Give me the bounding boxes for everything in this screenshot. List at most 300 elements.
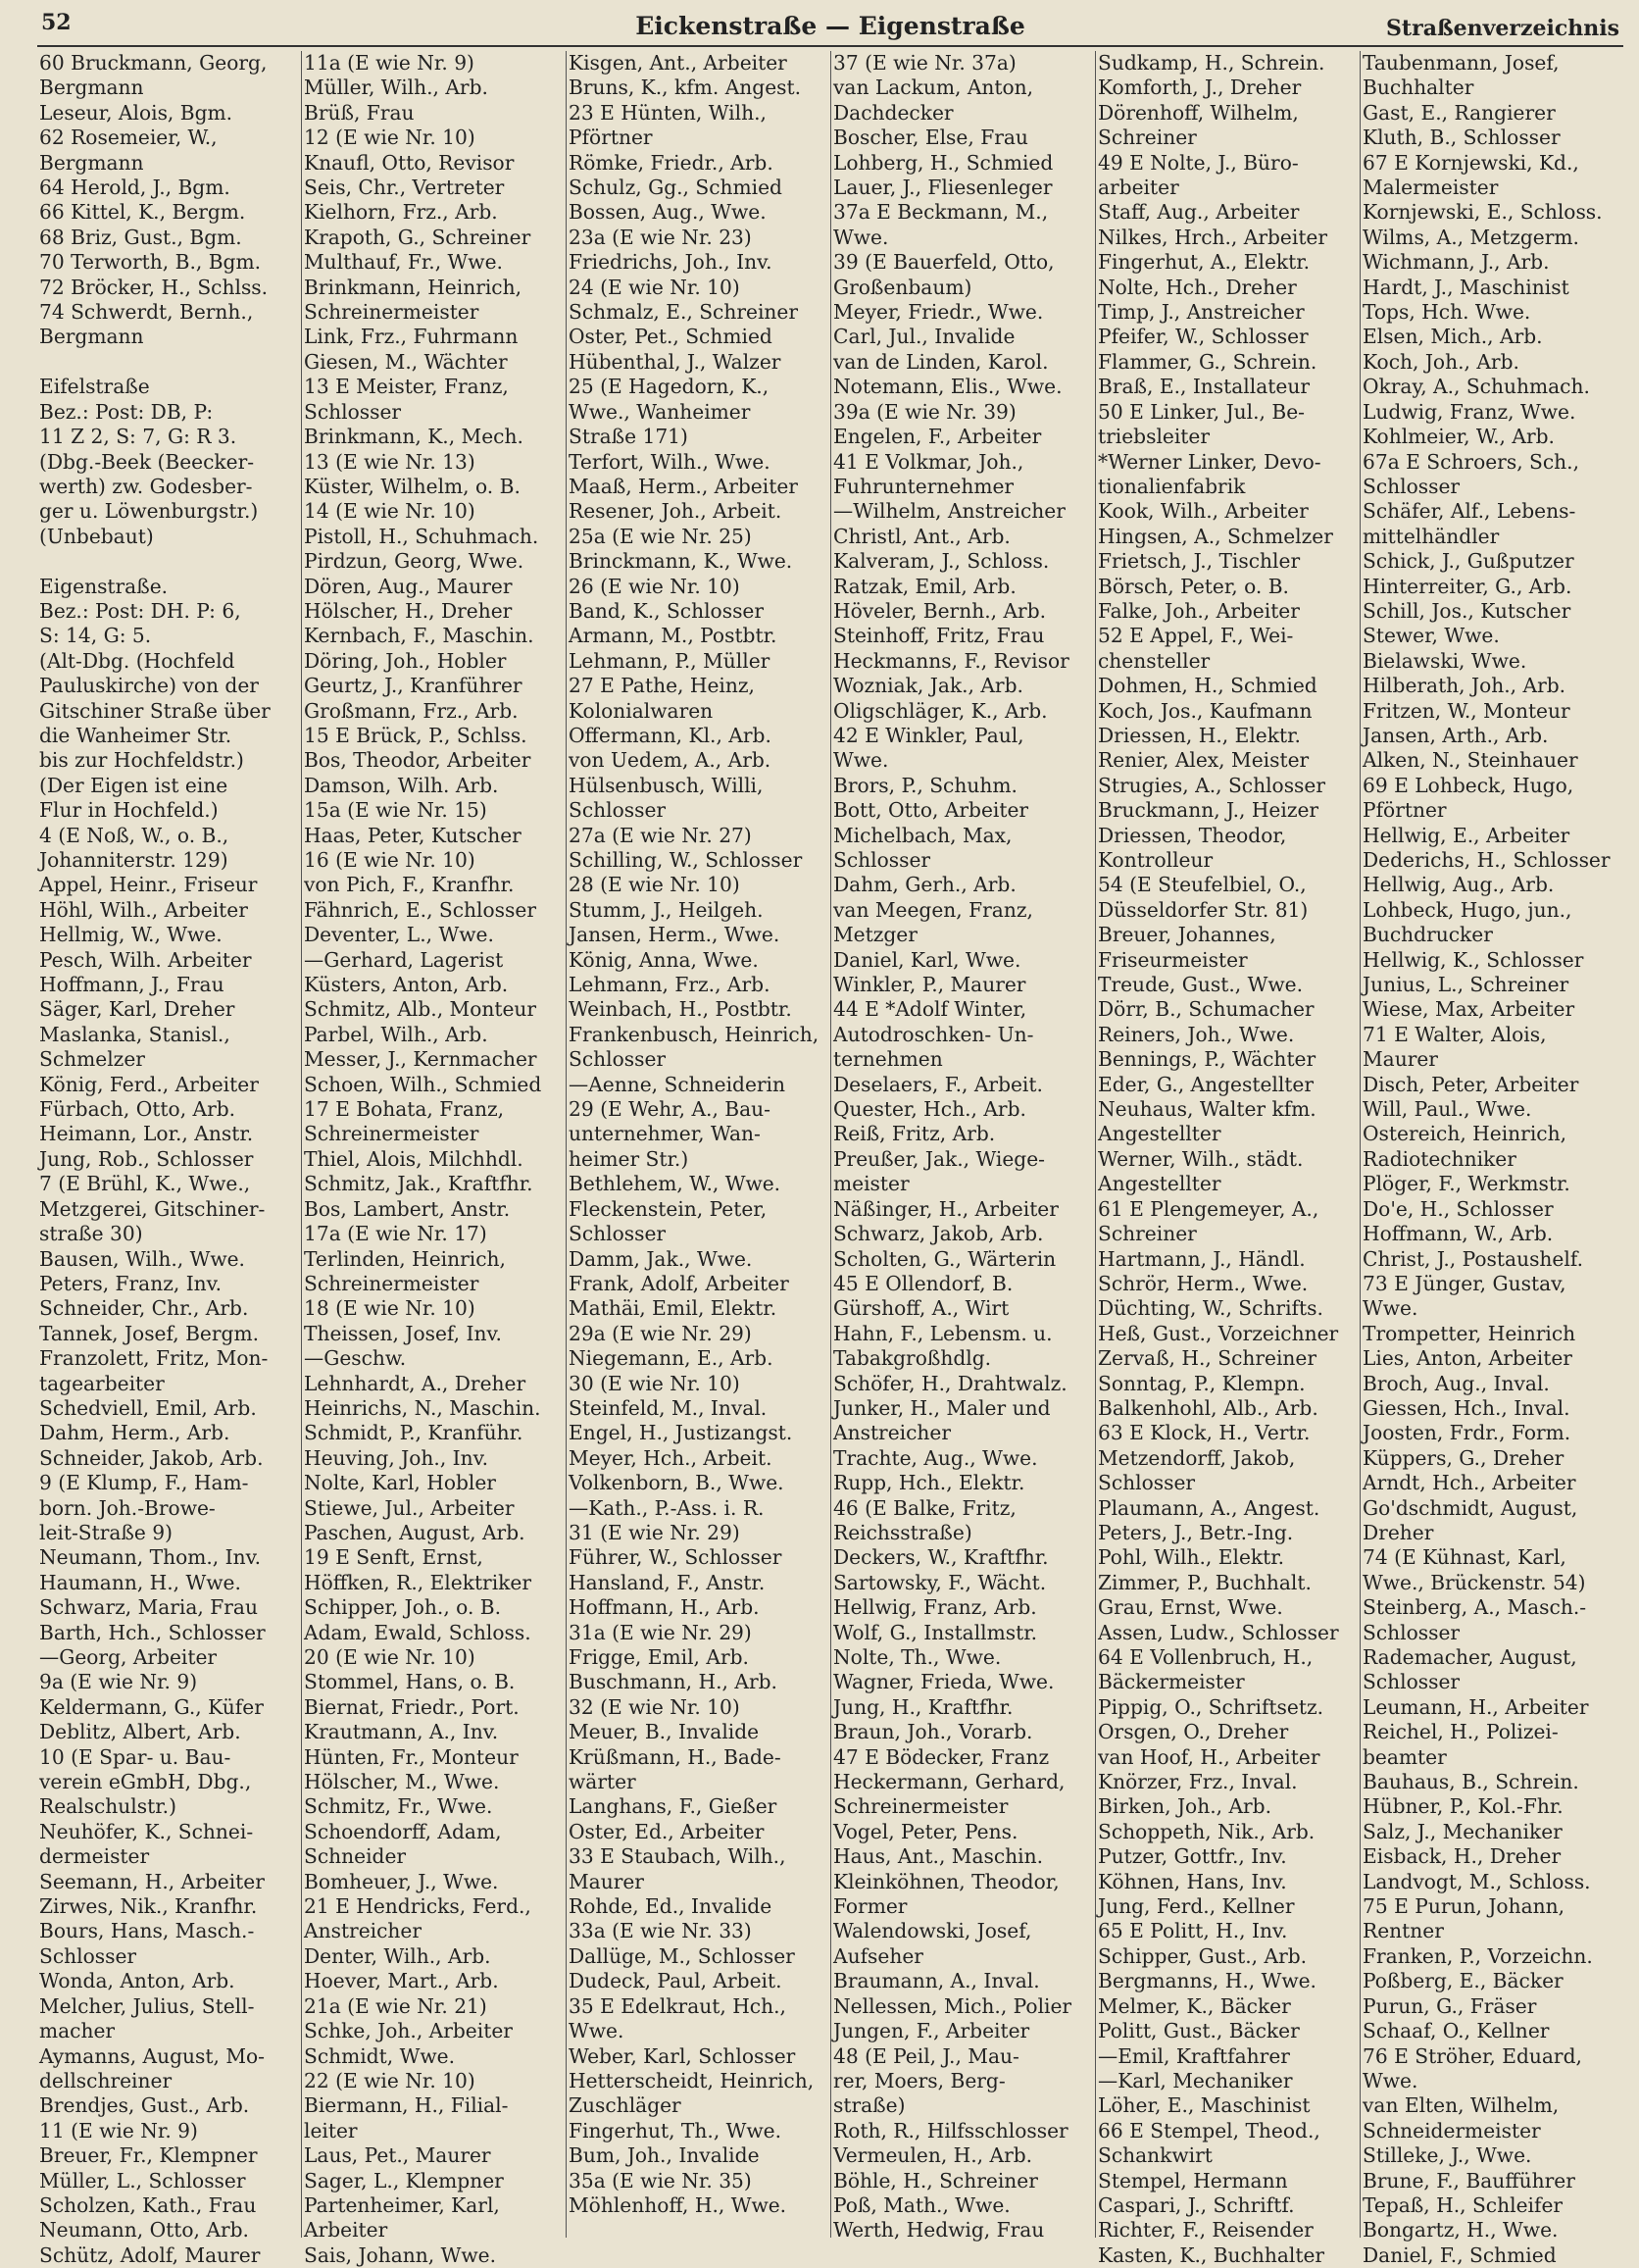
directory-line: 72 Bröcker, H., Schlss. — [39, 275, 269, 299]
directory-line: Plaumann, A., Angest. — [1098, 1495, 1320, 1520]
directory-line: rer, Moers, Berg- — [833, 2068, 1006, 2092]
directory-line: verein eGmbH, Dbg., — [39, 1770, 252, 1794]
directory-line: Brinkmann, Heinrich, — [304, 275, 522, 299]
directory-line: Lohberg, H., Schmied — [833, 150, 1054, 175]
directory-line: Schilling, W., Schlosser — [569, 848, 803, 872]
directory-line: Politt, Gust., Bäcker — [1098, 2019, 1300, 2043]
directory-line: 35 E Edelkraut, Hch., — [569, 1993, 786, 2018]
directory-line: Fürbach, Otto, Arb. — [39, 1097, 236, 1122]
directory-line: Schneidermeister — [1363, 2118, 1541, 2142]
directory-line: 49 E Nolte, J., Büro- — [1098, 150, 1299, 175]
directory-line: Oster, Ed., Arbeiter — [569, 1819, 765, 1843]
directory-line: Anstreicher — [304, 1919, 422, 1943]
directory-line: Bergmann — [39, 76, 144, 100]
directory-line: Trachte, Aug., Wwe. — [833, 1445, 1038, 1470]
directory-line: Arbeiter — [304, 2218, 388, 2243]
directory-line: bis zur Hochfeldstr.) — [39, 748, 244, 773]
directory-line: Franzolett, Fritz, Mon- — [39, 1346, 269, 1371]
directory-line: Plöger, F., Werkmstr. — [1363, 1172, 1570, 1196]
directory-line: Scholten, G., Wärterin — [833, 1246, 1057, 1271]
directory-line: Angestellter — [1098, 1172, 1221, 1196]
directory-line: 16 (E wie Nr. 10) — [304, 848, 475, 872]
directory-line: meister — [833, 1172, 910, 1196]
directory-line: Engelen, F., Arbeiter — [833, 425, 1042, 449]
directory-line: Gitschiner Straße über — [39, 698, 271, 723]
directory-line: Fingerhut, Th., Wwe. — [569, 2118, 782, 2142]
directory-line: Jansen, Arth., Arb. — [1363, 723, 1549, 747]
directory-line: Steinfeld, M., Inval. — [569, 1395, 768, 1420]
directory-line: Zimmer, P., Buchhalt. — [1098, 1570, 1312, 1594]
directory-line: die Wanheimer Str. — [39, 723, 232, 747]
directory-line: Sager, L., Klempner — [304, 2168, 504, 2192]
directory-line: (Unbebaut) — [39, 524, 154, 548]
directory-line: 17 E Bohata, Franz, — [304, 1097, 505, 1122]
directory-line: Köhnen, Hans, Inv. — [1098, 1869, 1287, 1893]
directory-line: Offermann, Kl., Arb. — [569, 723, 771, 747]
directory-line: Brüß, Frau — [304, 100, 415, 125]
directory-line: Hellmig, W., Wwe. — [39, 923, 223, 947]
directory-line: van Meegen, Franz, — [833, 897, 1033, 922]
directory-line: Schlosser — [1363, 474, 1461, 498]
directory-line: 65 E Politt, H., Inv. — [1098, 1919, 1288, 1943]
directory-line: Kasten, K., Buchhalter — [1098, 2243, 1325, 2267]
directory-line: Wwe., Wanheimer — [569, 399, 751, 424]
directory-line: Langhans, F., Gießer — [569, 1794, 777, 1819]
directory-line: Braun, Joh., Vorarb. — [833, 1720, 1033, 1744]
directory-line: Krüßmann, H., Bade- — [569, 1744, 781, 1769]
directory-line: Lehmann, P., Müller — [569, 648, 770, 673]
directory-line: Schoppeth, Nik., Arb. — [1098, 1819, 1316, 1843]
directory-line: 21a (E wie Nr. 21) — [304, 1993, 487, 2018]
directory-line: 17a (E wie Nr. 17) — [304, 1222, 487, 1246]
directory-line: Lehmann, Frz., Arb. — [569, 973, 770, 997]
directory-line: dellschreiner — [39, 2068, 173, 2092]
directory-line: 68 Briz, Gust., Bgm. — [39, 225, 242, 249]
directory-line: Renier, Alex, Meister — [1098, 748, 1310, 773]
directory-line: Haumann, H., Wwe. — [39, 1570, 241, 1594]
directory-line: 9a (E wie Nr. 9) — [39, 1670, 198, 1694]
directory-line: Hölscher, M., Wwe. — [304, 1770, 500, 1794]
directory-line: beamter — [1363, 1744, 1447, 1769]
directory-line: Müller, L., Schlosser — [39, 2168, 246, 2192]
directory-line: 66 Kittel, K., Bergm. — [39, 200, 246, 225]
directory-line: Elsen, Mich., Arb. — [1363, 325, 1543, 349]
directory-line: 54 (E Steufelbiel, O., — [1098, 873, 1307, 897]
directory-line: Müller, Wilh., Arb. — [304, 76, 488, 100]
directory-line: Fähnrich, E., Schlosser — [304, 897, 536, 922]
section-title: Straßenverzeichnis — [1386, 16, 1619, 41]
directory-line: 41 E Volkmar, Joh., — [833, 449, 1024, 474]
directory-line: Börsch, Peter, o. B. — [1098, 574, 1289, 598]
directory-line: 31a (E wie Nr. 29) — [569, 1620, 752, 1644]
directory-line: 75 E Purun, Johann, — [1363, 1894, 1565, 1919]
directory-line: Weber, Karl, Schlosser — [569, 2043, 796, 2068]
directory-line: Neumann, Thom., Inv. — [39, 1545, 262, 1570]
directory-line: Jung, Rob., Schlosser — [39, 1146, 254, 1171]
directory-line: Breuer, Fr., Klempner — [39, 2143, 258, 2168]
directory-line: Oster, Pet., Schmied — [569, 325, 772, 349]
directory-line: Hölscher, H., Dreher — [304, 598, 513, 623]
directory-line: 29a (E wie Nr. 29) — [569, 1321, 752, 1345]
directory-line: Wilms, A., Metzgerm. — [1363, 225, 1579, 249]
directory-line: Kook, Wilh., Arbeiter — [1098, 499, 1309, 524]
directory-line: Gast, E., Rangierer — [1363, 100, 1556, 125]
directory-line: Lies, Anton, Arbeiter — [1363, 1346, 1572, 1371]
directory-line: Radiotechniker — [1363, 1146, 1516, 1171]
directory-line: Brune, F., Baufführer — [1363, 2168, 1575, 2192]
directory-line: Brinckmann, K., Wwe. — [569, 549, 793, 574]
directory-line: —Emil, Kraftfahrer — [1098, 2043, 1290, 2068]
directory-line: Treude, Gust., Wwe. — [1098, 973, 1304, 997]
directory-line: Küsters, Anton, Arb. — [304, 973, 509, 997]
directory-line: Höhl, Wilh., Arbeiter — [39, 897, 248, 922]
directory-line: 11 Z 2, S: 7, G: R 3. — [39, 425, 237, 449]
directory-line: Timp, J., Anstreicher — [1098, 300, 1305, 325]
directory-line: van de Linden, Karol. — [833, 349, 1049, 374]
directory-line: Sonntag, P., Klempn. — [1098, 1371, 1306, 1395]
directory-line: Schreiner — [1098, 1222, 1197, 1246]
directory-line: Schmitz, Alb., Monteur — [304, 997, 537, 1022]
directory-line: Seemann, H., Arbeiter — [39, 1869, 265, 1893]
directory-line: Strugies, A., Schlosser — [1098, 773, 1326, 797]
directory-line: Schedviell, Emil, Arb. — [39, 1395, 257, 1420]
directory-line: Niegemann, E., Arb. — [569, 1346, 773, 1371]
directory-line: Neuhaus, Walter kfm. — [1098, 1097, 1316, 1122]
directory-line: Purun, G., Fräser — [1363, 1993, 1537, 2018]
page-header — [41, 6, 1619, 49]
directory-line: —Gerhard, Lagerist — [304, 947, 504, 972]
directory-line: Eisback, H., Dreher — [1363, 1844, 1562, 1869]
directory-line: 35a (E wie Nr. 35) — [569, 2168, 752, 2192]
directory-line: —Karl, Mechaniker — [1098, 2068, 1293, 2092]
directory-line: 52 E Appel, F., Wei- — [1098, 624, 1294, 648]
directory-line: Böhle, H., Schreiner — [833, 2168, 1038, 2192]
directory-line: Junius, L., Schreiner — [1363, 973, 1569, 997]
directory-line: Schwarz, Jakob, Arb. — [833, 1222, 1044, 1246]
page-number: 52 — [41, 10, 72, 35]
directory-line: Schick, J., Gußputzer — [1363, 549, 1574, 574]
directory-line: Dachdecker — [833, 100, 954, 125]
directory-line: Schipper, Joh., o. B. — [304, 1595, 502, 1620]
directory-line: 31 (E wie Nr. 29) — [569, 1520, 740, 1544]
directory-line: Kalveram, J., Schloss. — [833, 549, 1050, 574]
directory-line: Großenbaum) — [833, 275, 972, 299]
column-3 — [567, 51, 831, 2238]
directory-line: Reichel, H., Polizei- — [1363, 1720, 1559, 1744]
directory-line: Leseur, Alois, Bgm. — [39, 100, 233, 125]
directory-line: Schütz, Adolf, Maurer — [39, 2243, 261, 2267]
directory-line: Vermeulen, H., Arb. — [833, 2143, 1033, 2168]
directory-line: 4 (E Noß, W., o. B., — [39, 823, 229, 847]
directory-line: Schoen, Wilh., Schmied — [304, 1072, 542, 1096]
directory-line: Oligschläger, K., Arb. — [833, 698, 1048, 723]
directory-line: Krapoth, G., Schreiner — [304, 225, 531, 249]
directory-line: Straße 171) — [569, 425, 688, 449]
directory-line: Taubenmann, Josef, — [1363, 51, 1560, 75]
directory-line: Wwe. — [833, 748, 889, 773]
directory-line: Preußer, Jak., Wiege- — [833, 1146, 1045, 1171]
directory-line: Koch, Joh., Arb. — [1363, 349, 1519, 374]
directory-line: Bez.: Post: DB, P: — [39, 399, 214, 424]
directory-line: 46 (E Balke, Fritz, — [833, 1495, 1017, 1520]
directory-line: 7 (E Brühl, K., Wwe., — [39, 1172, 251, 1196]
directory-line: Band, K., Schlosser — [569, 598, 765, 623]
directory-line: 64 Herold, J., Bgm. — [39, 176, 230, 200]
directory-line: Schmalz, E., Schreiner — [569, 300, 799, 325]
directory-line: Fingerhut, A., Elektr. — [1098, 250, 1311, 275]
directory-line: Tops, Hch. Wwe. — [1363, 300, 1531, 325]
directory-line: S: 14, G: 5. — [39, 624, 152, 648]
directory-line: Rupp, Hch., Elektr. — [833, 1471, 1025, 1495]
directory-line: Schreinermeister — [304, 300, 479, 325]
directory-line: Ostereich, Heinrich, — [1363, 1122, 1567, 1146]
directory-line: 10 (E Spar- u. Bau- — [39, 1744, 231, 1769]
directory-line: Schankwirt — [1098, 2143, 1213, 2168]
directory-line: Damm, Jak., Wwe. — [569, 1246, 753, 1271]
directory-line: ternehmen — [833, 1047, 943, 1072]
directory-line: Schulz, Gg., Schmied — [569, 176, 782, 200]
directory-line: Poß, Math., Wwe. — [833, 2192, 1011, 2217]
directory-line: Bäckermeister — [1098, 1670, 1245, 1694]
directory-line: Deckers, W., Kraftfhr. — [833, 1545, 1049, 1570]
directory-line: 12 (E wie Nr. 10) — [304, 126, 475, 150]
directory-line: Hartmann, J., Händl. — [1098, 1246, 1306, 1271]
directory-line: 37 (E wie Nr. 37a) — [833, 51, 1017, 75]
directory-line: Thiel, Alois, Milchhdl. — [304, 1146, 523, 1171]
directory-line: 69 E Lohbeck, Hugo, — [1363, 773, 1574, 797]
directory-line: 13 (E wie Nr. 13) — [304, 449, 475, 474]
directory-line: Deblitz, Albert, Arb. — [39, 1720, 241, 1744]
directory-line: leiter — [304, 2118, 358, 2142]
directory-line: —Wilhelm, Anstreicher — [833, 499, 1066, 524]
directory-line: Bongartz, H., Wwe. — [1363, 2218, 1559, 2243]
directory-line: Lehnhardt, A., Dreher — [304, 1371, 526, 1395]
column-1 — [37, 51, 302, 2267]
directory-line: Do'e, H., Schlosser — [1363, 1196, 1554, 1221]
directory-line: Rademacher, August, — [1363, 1645, 1577, 1669]
directory-line: 14 (E wie Nr. 10) — [304, 499, 475, 524]
directory-line: Keldermann, G., Küfer — [39, 1694, 264, 1719]
directory-line: Schlosser — [1363, 1620, 1461, 1644]
directory-line: Ludwig, Franz, Wwe. — [1363, 399, 1576, 424]
directory-line: Flammer, G., Schrein. — [1098, 349, 1317, 374]
directory-line: Bennings, P., Wächter — [1098, 1047, 1316, 1072]
directory-line: Broch, Aug., Inval. — [1363, 1371, 1550, 1395]
directory-line: Schlosser — [1098, 1471, 1196, 1495]
directory-line: Dörenhoff, Wilhelm, — [1098, 100, 1299, 125]
directory-line: Laus, Pet., Maurer — [304, 2143, 491, 2168]
directory-line: Daniel, F., Schmied — [1363, 2243, 1557, 2267]
directory-line: Carl, Jul., Invalide — [833, 325, 1016, 349]
directory-line: Malermeister — [1363, 176, 1499, 200]
directory-line: Bergmann — [39, 150, 144, 175]
directory-line: Frankenbusch, Heinrich, — [569, 1022, 820, 1046]
directory-line: Schreinermeister — [833, 1794, 1009, 1819]
directory-line: Heinrichs, N., Maschin. — [304, 1395, 541, 1420]
directory-line: Nolte, Th., Wwe. — [833, 1645, 1002, 1669]
directory-line: Schöfer, H., Drahtwalz. — [833, 1371, 1068, 1395]
directory-line: Schill, Jos., Kutscher — [1363, 598, 1571, 623]
directory-line: Dörr, B., Schumacher — [1098, 997, 1315, 1022]
directory-line: Boscher, Else, Frau — [833, 126, 1028, 150]
directory-line: Lauer, J., Fliesenleger — [833, 176, 1053, 200]
directory-line: Adam, Ewald, Schloss. — [304, 1620, 531, 1644]
directory-line: Pippig, O., Schriftsetz. — [1098, 1694, 1324, 1719]
directory-line: Bergmanns, H., Wwe. — [1098, 1969, 1316, 1993]
directory-line: Frietsch, J., Tischler — [1098, 549, 1301, 574]
directory-line: Giesen, M., Wächter — [304, 349, 508, 374]
directory-line: 66 E Stempel, Theod., — [1098, 2118, 1320, 2142]
directory-line: 21 E Hendricks, Ferd., — [304, 1894, 531, 1919]
directory-line: Maaß, Herm., Arbeiter — [569, 474, 798, 498]
directory-line: 23 E Hünten, Wilh., — [569, 100, 767, 125]
directory-line: Pförtner — [1363, 798, 1447, 823]
directory-line: Parbel, Wilh., Arb. — [304, 1022, 488, 1046]
directory-line: Orsgen, O., Dreher — [1098, 1720, 1289, 1744]
directory-line: Winkler, P., Maurer — [833, 973, 1026, 997]
directory-line: Haas, Peter, Kutscher — [304, 823, 522, 847]
directory-line: heimer Str.) — [569, 1146, 689, 1171]
directory-line: Schmitz, Fr., Wwe. — [304, 1794, 493, 1819]
directory-line: Schaaf, O., Kellner — [1363, 2019, 1550, 2043]
directory-line: Schlosser — [569, 798, 667, 823]
directory-line: Christ, J., Postaushelf. — [1363, 1246, 1583, 1271]
directory-line: Frank, Adolf, Arbeiter — [569, 1271, 789, 1295]
directory-line: Realschulstr.) — [39, 1794, 176, 1819]
directory-line: Dohmen, H., Schmied — [1098, 674, 1317, 698]
directory-line: Walendowski, Josef, — [833, 1919, 1032, 1943]
directory-line: 44 E *Adolf Winter, — [833, 997, 1027, 1022]
directory-line: Fleckenstein, Peter, — [569, 1196, 768, 1221]
directory-line: Arndt, Hch., Arbeiter — [1363, 1471, 1576, 1495]
directory-line: Reiners, Joh., Wwe. — [1098, 1022, 1295, 1046]
directory-line: Reichsstraße) — [833, 1520, 972, 1544]
directory-line: 39 (E Bauerfeld, Otto, — [833, 250, 1055, 275]
directory-line: Döring, Joh., Hobler — [304, 648, 507, 673]
directory-line: Bielawski, Wwe. — [1363, 648, 1527, 673]
directory-line: Heß, Gust., Vorzeichner — [1098, 1321, 1339, 1345]
directory-line: dermeister — [39, 1844, 150, 1869]
directory-line: Kisgen, Ant., Arbeiter — [569, 51, 787, 75]
directory-line: 50 E Linker, Jul., Be- — [1098, 399, 1305, 424]
directory-line: wärter — [569, 1770, 636, 1794]
directory-line: Schrör, Herm., Wwe. — [1098, 1271, 1309, 1295]
directory-line: Hardt, J., Maschinist — [1363, 275, 1569, 299]
directory-line: Armann, M., Postbtr. — [569, 624, 777, 648]
directory-line: tionalienfabrik — [1098, 474, 1246, 498]
directory-line: 61 E Plengemeyer, A., — [1098, 1196, 1319, 1221]
directory-line: Staff, Aug., Arbeiter — [1098, 200, 1300, 225]
directory-line: 47 E Bödecker, Franz — [833, 1744, 1050, 1769]
directory-line: Kleinköhnen, Theodor, — [833, 1869, 1060, 1893]
directory-line: Hellwig, K., Schlosser — [1363, 947, 1584, 972]
directory-line: Dudeck, Paul, Arbeit. — [569, 1969, 782, 1993]
directory-line: Meuer, B., Invalide — [569, 1720, 760, 1744]
directory-line: Engel, H., Justizangst. — [569, 1421, 793, 1445]
directory-line: Wwe. — [569, 2019, 624, 2043]
directory-line: Wozniak, Jak., Arb. — [833, 674, 1023, 698]
directory-line: Säger, Karl, Dreher — [39, 997, 235, 1022]
directory-line: Wiese, Max, Arbeiter — [1363, 997, 1575, 1022]
directory-line: Link, Frz., Fuhrmann — [304, 325, 519, 349]
directory-line: Appel, Heinr., Friseur — [39, 873, 258, 897]
directory-line: Richter, F., Reisender — [1098, 2218, 1314, 2243]
directory-line: Peters, Franz, Inv. — [39, 1271, 223, 1295]
directory-line: Former — [833, 1894, 908, 1919]
directory-line: Stumm, J., Heilgeh. — [569, 897, 764, 922]
directory-line: Dahm, Herm., Arb. — [39, 1421, 230, 1445]
directory-line: Brendjes, Gust., Arb. — [39, 2093, 250, 2118]
directory-line: 13 E Meister, Franz, — [304, 375, 509, 399]
directory-line: 73 E Jünger, Gustav, — [1363, 1271, 1566, 1295]
directory-line: Falke, Joh., Arbeiter — [1098, 598, 1300, 623]
directory-line: (Der Eigen ist eine — [39, 773, 228, 797]
directory-line: 26 (E wie Nr. 10) — [569, 574, 740, 598]
directory-line: Jungen, F., Arbeiter — [833, 2019, 1030, 2043]
directory-line: Notemann, Elis., Wwe. — [833, 375, 1063, 399]
directory-line: König, Ferd., Arbeiter — [39, 1072, 259, 1096]
directory-line: Schlosser — [569, 1047, 667, 1072]
directory-line: Peters, J., Betr.-Ing. — [1098, 1520, 1294, 1544]
directory-line: —Kath., P.-Ass. i. R. — [569, 1495, 765, 1520]
directory-line: straße 30) — [39, 1222, 143, 1246]
directory-line: Hellwig, Franz, Arb. — [833, 1595, 1037, 1620]
directory-line: Braumann, A., Inval. — [833, 1969, 1040, 1993]
directory-line: 37a E Beckmann, M., — [833, 200, 1049, 225]
directory-line: Breuer, Johannes, — [1098, 923, 1276, 947]
directory-line: Hinterreiter, G., Arb. — [1363, 574, 1572, 598]
directory-line: van Hoof, H., Arbeiter — [1098, 1744, 1320, 1769]
directory-line: Putzer, Gottfr., Inv. — [1098, 1844, 1287, 1869]
directory-line: Paschen, August, Arb. — [304, 1520, 525, 1544]
directory-line: Dahm, Gerh., Arb. — [833, 873, 1017, 897]
directory-line: Gürshoff, A., Wirt — [833, 1296, 1010, 1321]
directory-line: Stilleke, J., Wwe. — [1363, 2143, 1532, 2168]
directory-line — [39, 350, 299, 375]
directory-line: Neumann, Otto, Arb. — [39, 2218, 249, 2243]
directory-line: Bossen, Aug., Wwe. — [569, 200, 767, 225]
directory-line: Pfeifer, W., Schlosser — [1098, 325, 1309, 349]
directory-line: Buchdrucker — [1363, 923, 1493, 947]
directory-line: 74 Schwerdt, Bernh., — [39, 300, 254, 325]
directory-line: Bum, Joh., Invalide — [569, 2143, 760, 2168]
directory-line: Angestellter — [1098, 1122, 1221, 1146]
directory-line: Michelbach, Max, — [833, 823, 1013, 847]
directory-line: Hoffmann, W., Arb. — [1363, 1222, 1554, 1246]
directory-line: 27 E Pathe, Heinz, — [569, 674, 755, 698]
directory-line: 60 Bruckmann, Georg, — [39, 51, 268, 75]
directory-line: 25a (E wie Nr. 25) — [569, 524, 752, 548]
directory-line: Nilkes, Hrch., Arbeiter — [1098, 225, 1328, 249]
directory-line: Aufseher — [833, 1943, 923, 1968]
column-2 — [302, 51, 567, 2267]
directory-line: Buchhalter — [1363, 76, 1474, 100]
directory-line: 11 (E wie Nr. 9) — [39, 2118, 198, 2142]
directory-line: Vogel, Peter, Pens. — [833, 1819, 1018, 1843]
directory-line: Schmidt, P., Kranführ. — [304, 1421, 523, 1445]
directory-line: Bauhaus, B., Schrein. — [1363, 1770, 1579, 1794]
directory-line: Assen, Ludw., Schlosser — [1098, 1620, 1339, 1644]
directory-line: Schlosser — [569, 1222, 667, 1246]
directory-line: Zervaß, H., Schreiner — [1098, 1346, 1317, 1371]
directory-line: van Elten, Wilhelm, — [1363, 2093, 1560, 2118]
directory-line: van Lackum, Anton, — [833, 76, 1034, 100]
directory-line: Stempel, Hermann — [1098, 2168, 1288, 2192]
directory-line: Mathäi, Emil, Elektr. — [569, 1296, 777, 1321]
directory-line: Kontrolleur — [1098, 848, 1214, 872]
directory-line: König, Anna, Wwe. — [569, 947, 759, 972]
directory-line: Dören, Aug., Maurer — [304, 574, 513, 598]
